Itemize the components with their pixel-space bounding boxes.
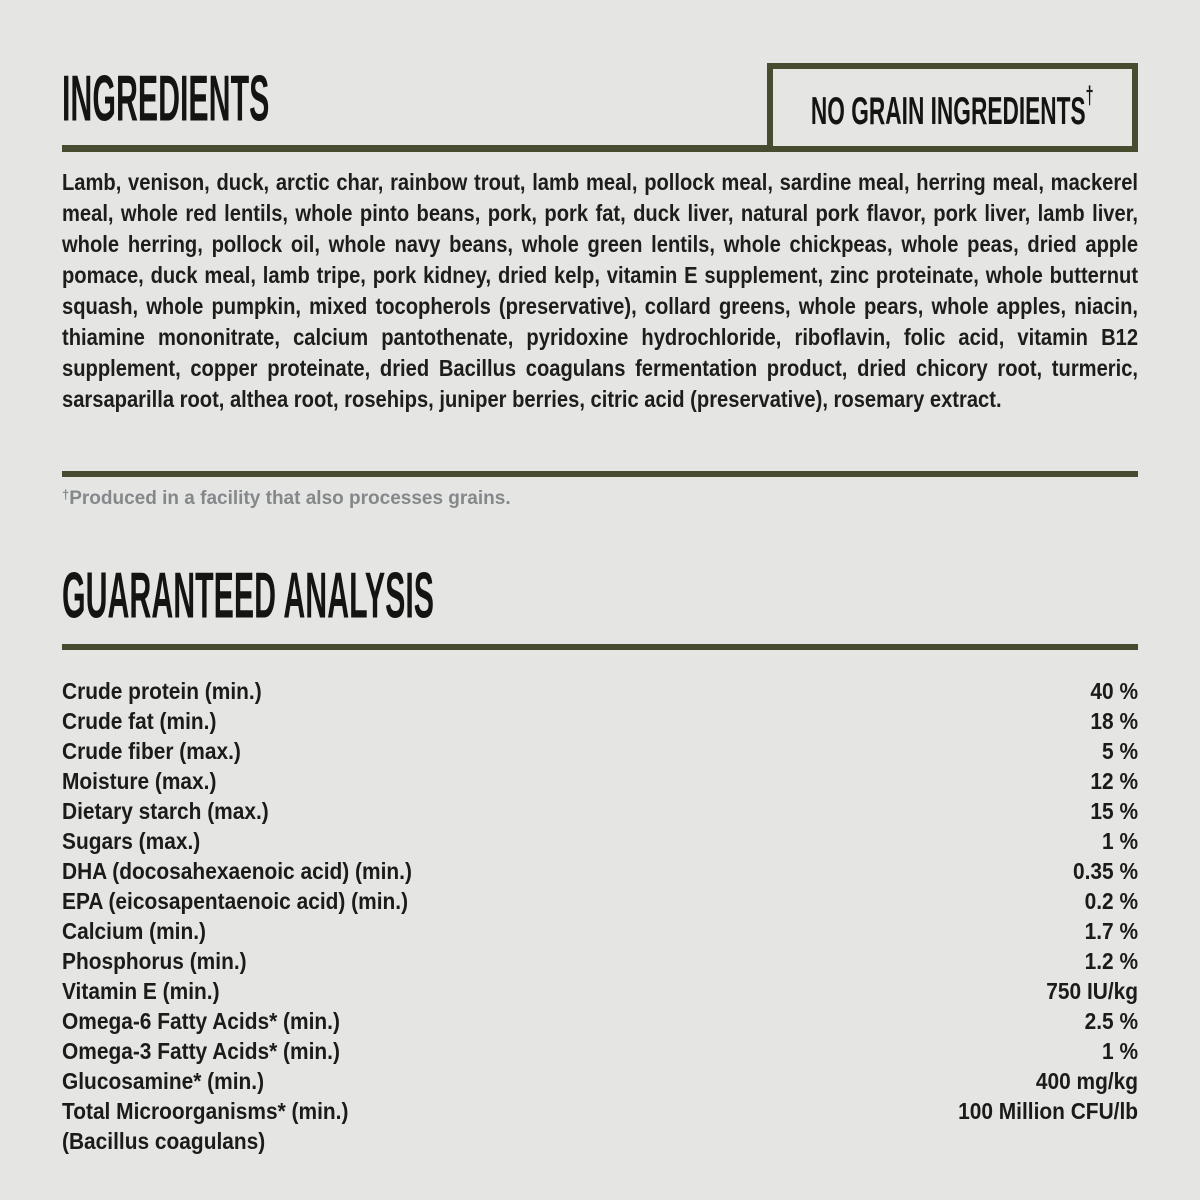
analysis-row-label: Omega-6 Fatty Acids* (min.) bbox=[62, 1007, 340, 1034]
analysis-row bbox=[62, 1036, 1138, 1066]
analysis-row-label: Crude protein (min.) bbox=[62, 677, 262, 704]
guaranteed-analysis-header bbox=[62, 532, 1138, 650]
analysis-row bbox=[62, 1096, 1138, 1126]
analysis-row-label: Sugars (max.) bbox=[62, 827, 201, 854]
analysis-row-label: Crude fat (min.) bbox=[62, 707, 217, 734]
divider-rule bbox=[62, 471, 1138, 477]
analysis-row-value: 12 % bbox=[1090, 767, 1139, 794]
no-grain-badge bbox=[767, 63, 1138, 152]
analysis-row-value: 1.7 % bbox=[1084, 917, 1139, 944]
footnote-text: Produced in a facility that also processes grains. bbox=[69, 487, 511, 509]
analysis-row-label: Omega-3 Fatty Acids* (min.) bbox=[62, 1037, 340, 1064]
analysis-row-value: 18 % bbox=[1090, 707, 1139, 734]
analysis-row-label: DHA (docosahexaenoic acid) (min.) bbox=[62, 857, 412, 884]
analysis-row bbox=[62, 676, 1138, 706]
guaranteed-analysis-table bbox=[62, 676, 1138, 1156]
analysis-row-value: 1.2 % bbox=[1084, 947, 1139, 974]
analysis-row-value: 0.35 % bbox=[1072, 857, 1139, 884]
analysis-row-value: 2.5 % bbox=[1084, 1007, 1139, 1034]
analysis-row bbox=[62, 1006, 1138, 1036]
analysis-row-label: Moisture (max.) bbox=[62, 767, 217, 794]
analysis-row bbox=[62, 916, 1138, 946]
analysis-row-label: Total Microorganisms* (min.) bbox=[62, 1097, 349, 1124]
analysis-row-value: 400 mg/kg bbox=[1035, 1067, 1139, 1094]
analysis-row-value: 1 % bbox=[1102, 1037, 1139, 1064]
analysis-row bbox=[62, 976, 1138, 1006]
no-grain-dagger: † bbox=[1085, 81, 1094, 109]
analysis-row-value: 5 % bbox=[1102, 737, 1139, 764]
analysis-row bbox=[62, 886, 1138, 916]
analysis-row-value: 15 % bbox=[1090, 797, 1139, 824]
grain-footnote bbox=[62, 487, 1138, 510]
analysis-row bbox=[62, 1066, 1138, 1096]
analysis-row-value: 750 IU/kg bbox=[1046, 977, 1139, 1004]
ingredients-header bbox=[62, 0, 1138, 152]
analysis-row-label: Dietary starch (max.) bbox=[62, 797, 269, 824]
ingredients-heading: INGREDIENTS bbox=[62, 62, 270, 135]
no-grain-badge-text bbox=[811, 81, 1094, 133]
analysis-row bbox=[62, 736, 1138, 766]
analysis-row bbox=[62, 946, 1138, 976]
analysis-row bbox=[62, 706, 1138, 736]
analysis-row bbox=[62, 856, 1138, 886]
analysis-row-value: 40 % bbox=[1090, 677, 1139, 704]
footnote-dagger: † bbox=[62, 486, 70, 502]
analysis-row-value: 1 % bbox=[1102, 827, 1139, 854]
analysis-row-label: Glucosamine* (min.) bbox=[62, 1067, 265, 1094]
analysis-row-label: Crude fiber (max.) bbox=[62, 737, 241, 764]
analysis-row-value: 0.2 % bbox=[1084, 887, 1139, 914]
analysis-row bbox=[62, 766, 1138, 796]
analysis-row-value: 100 Million CFU/lb bbox=[958, 1097, 1139, 1124]
ingredients-list: Lamb, venison, duck, arctic char, rainbow trout, lamb meal, pollock meal, sardine meal, herring meal, mackerel meal, whole red lentils, whole pinto beans, pork, pork fat, duck liver, natural pork flavor, pork liver, lamb liver, whole herring, pollock oil, whole navy beans, whole green lentils, whole chickpeas, whole peas, dried apple pomace, duck meal, lamb tripe, pork kidney, dried kelp, vitamin E supplement, zinc proteinate, whole butternut squash, whole pumpkin, mixed tocopherols (preservative), collard greens, whole pears, whole apples, niacin, thiamine mononitrate, calcium pantothenate, pyridoxine hydrochloride, riboflavin, folic acid, vitamin B12 supplement, copper proteinate, dried Bacillus coagulans fermentation product, dried chicory root, turmeric, sarsaparilla root, althea root, rosehips, juniper berries, citric acid (preservative), rosemary extract. bbox=[62, 169, 1139, 412]
analysis-row bbox=[62, 826, 1138, 856]
no-grain-badge-label: NO GRAIN INGREDIENTS bbox=[811, 88, 1086, 133]
analysis-row bbox=[62, 796, 1138, 826]
analysis-row-label: Calcium (min.) bbox=[62, 917, 206, 944]
analysis-row-label: (Bacillus coagulans) bbox=[62, 1127, 266, 1154]
analysis-row-label: EPA (eicosapentaenoic acid) (min.) bbox=[62, 887, 409, 914]
analysis-row-label: Vitamin E (min.) bbox=[62, 977, 220, 1004]
analysis-row-label: Phosphorus (min.) bbox=[62, 947, 247, 974]
analysis-row bbox=[62, 1126, 1138, 1156]
guaranteed-analysis-heading: GUARANTEED ANALYSIS bbox=[62, 559, 434, 631]
